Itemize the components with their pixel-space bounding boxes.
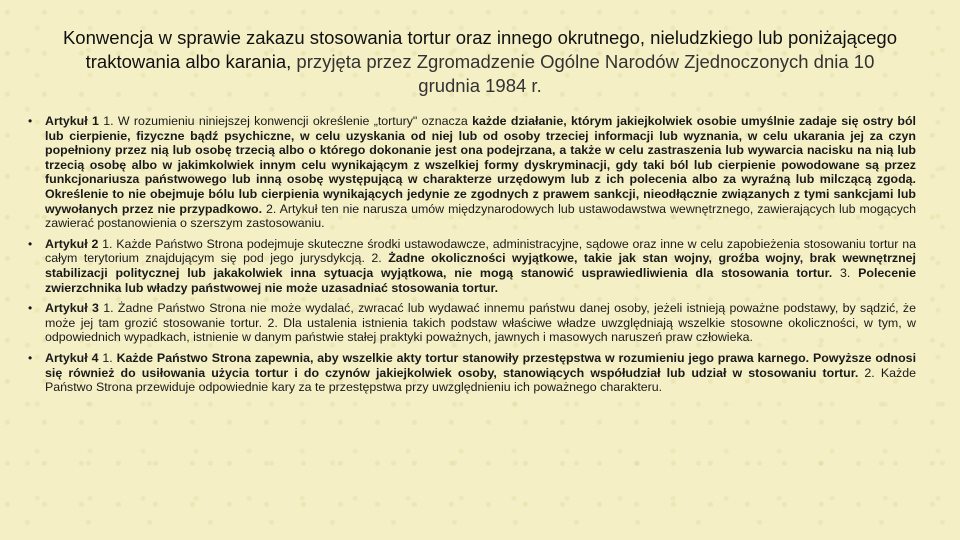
slide-title [60, 26, 900, 98]
article-text-bold: Każde Państwo Strona zapewnia, aby wszelkie akty tortur stanowiły przestępstwa w rozumieniu jego prawa karnego. Powyższe odnosi się również do usiłowania użycia tortur i do czynów jakiejkolwiek osoby, stanowiących współudział lub udział w stosowaniu tortur. [45, 350, 917, 380]
article-text: 2. Każde Państwo Strona przewiduje odpowiednie kary za te przestępstwa przy uwzględnieniu ich poważnego charakteru. [45, 365, 916, 395]
article-text-bold: Polecenie zwierzchnika lub władzy państwowej nie może uzasadniać stosowania tortur. [45, 265, 916, 295]
article-item-4 [28, 351, 916, 395]
article-heading: Artykuł 3 [45, 301, 99, 316]
article-item-2 [28, 237, 916, 295]
article-text: 1. W rozumieniu niniejszej konwencji określenie „tortury" oznacza [98, 114, 473, 128]
article-list [28, 114, 916, 401]
article-heading: Artykuł 1 [45, 114, 99, 128]
article-item-1 [28, 114, 916, 231]
title-rest: przyjęta przez Zgromadzenie Ogólne Narodów Zjednoczonych dnia 10 grudnia 1984 r. [291, 51, 875, 96]
article-text-bold: Żadne okoliczności wyjątkowe, takie jak stan wojny, groźba wojny, brak wewnętrznej stabilizacji politycznej lub jakakolwiek inna sytuacja wyjątkowa, nie mogą stanowić usprawiedliwienia dla stosowania tortur. [45, 251, 916, 280]
bullet-icon: • [28, 236, 33, 251]
bullet-icon: • [28, 350, 33, 365]
article-text: 1. Każde Państwo Strona podejmuje skuteczne środki ustawodawcze, administracyjne, sądowe oraz inne w celu zapobieżenia stosowaniu tortur na całym terytorium znajdującym się pod jego jurysdykcją. 2. [45, 236, 916, 266]
article-text-bold: każde działanie, którym jakiejkolwiek osobie umyślnie zadaje się ostry ból lub cierpienie, fizyczne bądź psychiczne, w celu uzyskania od niej lub od osoby trzeciej informacji lub wyznania, w celu ukarania jej za czyn popełniony przez nią lub osobę trzecią albo o którego dokonanie jest ona podejrzana, a także w celu zastraszenia lub wywarcia nacisku na nią lub trzecią osobę albo w jakimkolwiek innym celu wynikającym z wszelkiej formy dyskryminacji, gdy taki ból lub cierpienie powodowane są przez funkcjonariusza państwowego lub inną osobę występującą w charakterze urzędowym lub z ich polecenia albo za wyraźną lub milczącą zgodą. Określenie to nie obejmuje bólu lub cierpienia wynikających jedynie ze zgodnych z prawem sankcji, nieodłącznie związanych z tymi sankcjami lub wywołanych przez nie przypadkowo. [45, 114, 917, 216]
article-text: 1. Żadne Państwo Strona nie może wydalać, zwracać lub wydawać innemu państwu danej osoby, jeżeli istnieją poważne podstawy, by sądzić, że może jej tam grozić stosowanie tortur. 2. Dla ustalenia istnienia takich podstaw właściwe władze uwzględniają wszelkie stosowne okoliczności, w tym, w odpowiednich wypadkach, istnienie w danym państwie stałej praktyki poważnych, jawnych i masowych naruszeń praw człowieka. [45, 301, 917, 345]
bullet-icon: • [28, 301, 33, 316]
article-heading: Artykuł 2 [45, 236, 99, 251]
article-text: 2. Artykuł ten nie narusza umów międzynarodowych lub ustawodawstwa wewnętrznego, zawierających lub mogących zawierać postanowienia o szerszym zastosowaniu. [45, 201, 916, 231]
title-main: Konwencja w sprawie zakazu stosowania tortur oraz innego okrutnego, nieludzkiego lub poniżającego traktowania albo karania, [62, 27, 898, 72]
article-text: 1. [98, 350, 117, 365]
article-item-3 [28, 301, 916, 345]
bullet-icon: • [28, 114, 33, 128]
article-text: 3. [832, 265, 859, 280]
article-heading: Artykuł 4 [45, 350, 99, 365]
